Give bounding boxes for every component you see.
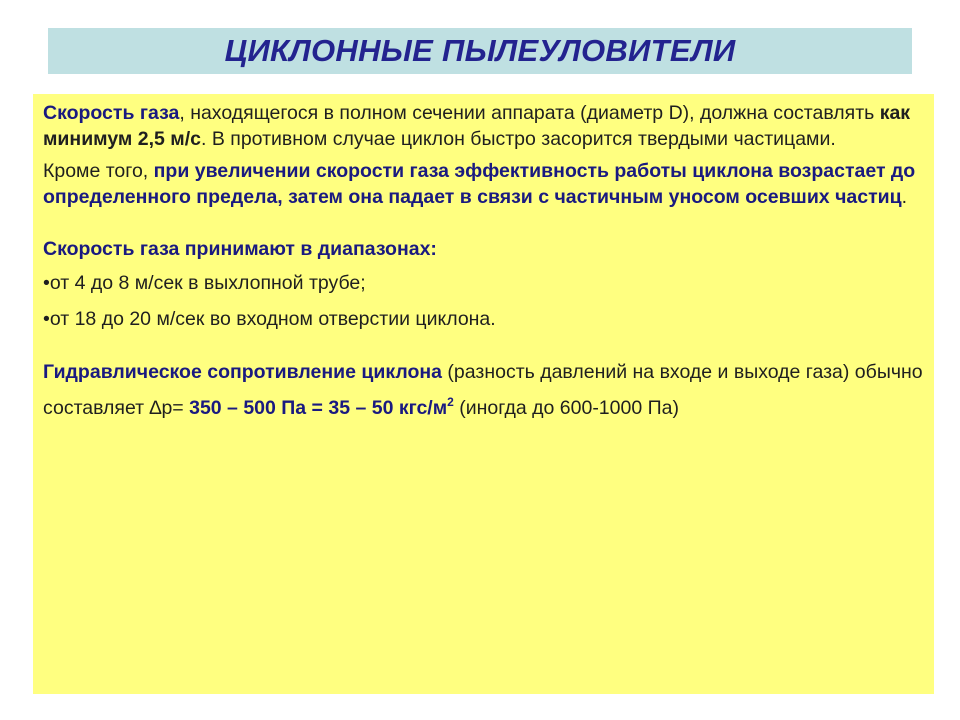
title-bar xyxy=(48,28,912,74)
hydraulic-resistance-text-2: (иногда до 600-1000 Па) xyxy=(453,397,679,419)
gas-velocity-term: Скорость газа xyxy=(43,102,180,124)
slide-title: ЦИКЛОННЫЕ ПЫЛЕУЛОВИТЕЛИ xyxy=(224,33,736,68)
efficiency-text-1: Кроме того, xyxy=(43,160,154,182)
paragraph-efficiency xyxy=(43,158,923,210)
pressure-drop-value: 350 – 500 Па = 35 – 50 кгс/м xyxy=(189,397,448,419)
efficiency-statement: при увеличении скорости газа эффективность работы циклона возрастает до определенного предела, затем она падает в связи с частичным уносом осевших частиц xyxy=(43,160,916,208)
content-panel xyxy=(33,94,934,694)
hydraulic-resistance-term: Гидравлическое сопротивление циклона xyxy=(43,361,443,383)
paragraph-hydraulic-resistance xyxy=(43,357,923,423)
pressure-unit-superscript: 2 xyxy=(447,395,454,409)
ranges-heading xyxy=(43,236,923,262)
range-item-exhaust-pipe: •от 4 до 8 м/сек в выхлопной трубе; xyxy=(43,272,366,294)
range-item-inlet: •от 18 до 20 м/сек во входном отверстии циклона. xyxy=(43,308,496,330)
gas-velocity-text-2: . В противном случае циклон быстро засорится твердыми частицами. xyxy=(201,128,836,150)
paragraph-gas-velocity xyxy=(43,100,923,152)
min-velocity-value: как минимум 2,5 м/с xyxy=(43,102,911,150)
hydraulic-resistance-text-1: (разность давлений на входе и выходе газа) обычно составляет ∆p= xyxy=(43,361,923,419)
content-body xyxy=(43,100,923,423)
efficiency-text-2: . xyxy=(901,186,908,208)
gas-velocity-text-1: , находящегося в полном сечении аппарата (диаметр D), должна составлять xyxy=(179,102,880,124)
ranges-heading-text: Скорость газа принимают в диапазонах: xyxy=(43,238,437,260)
